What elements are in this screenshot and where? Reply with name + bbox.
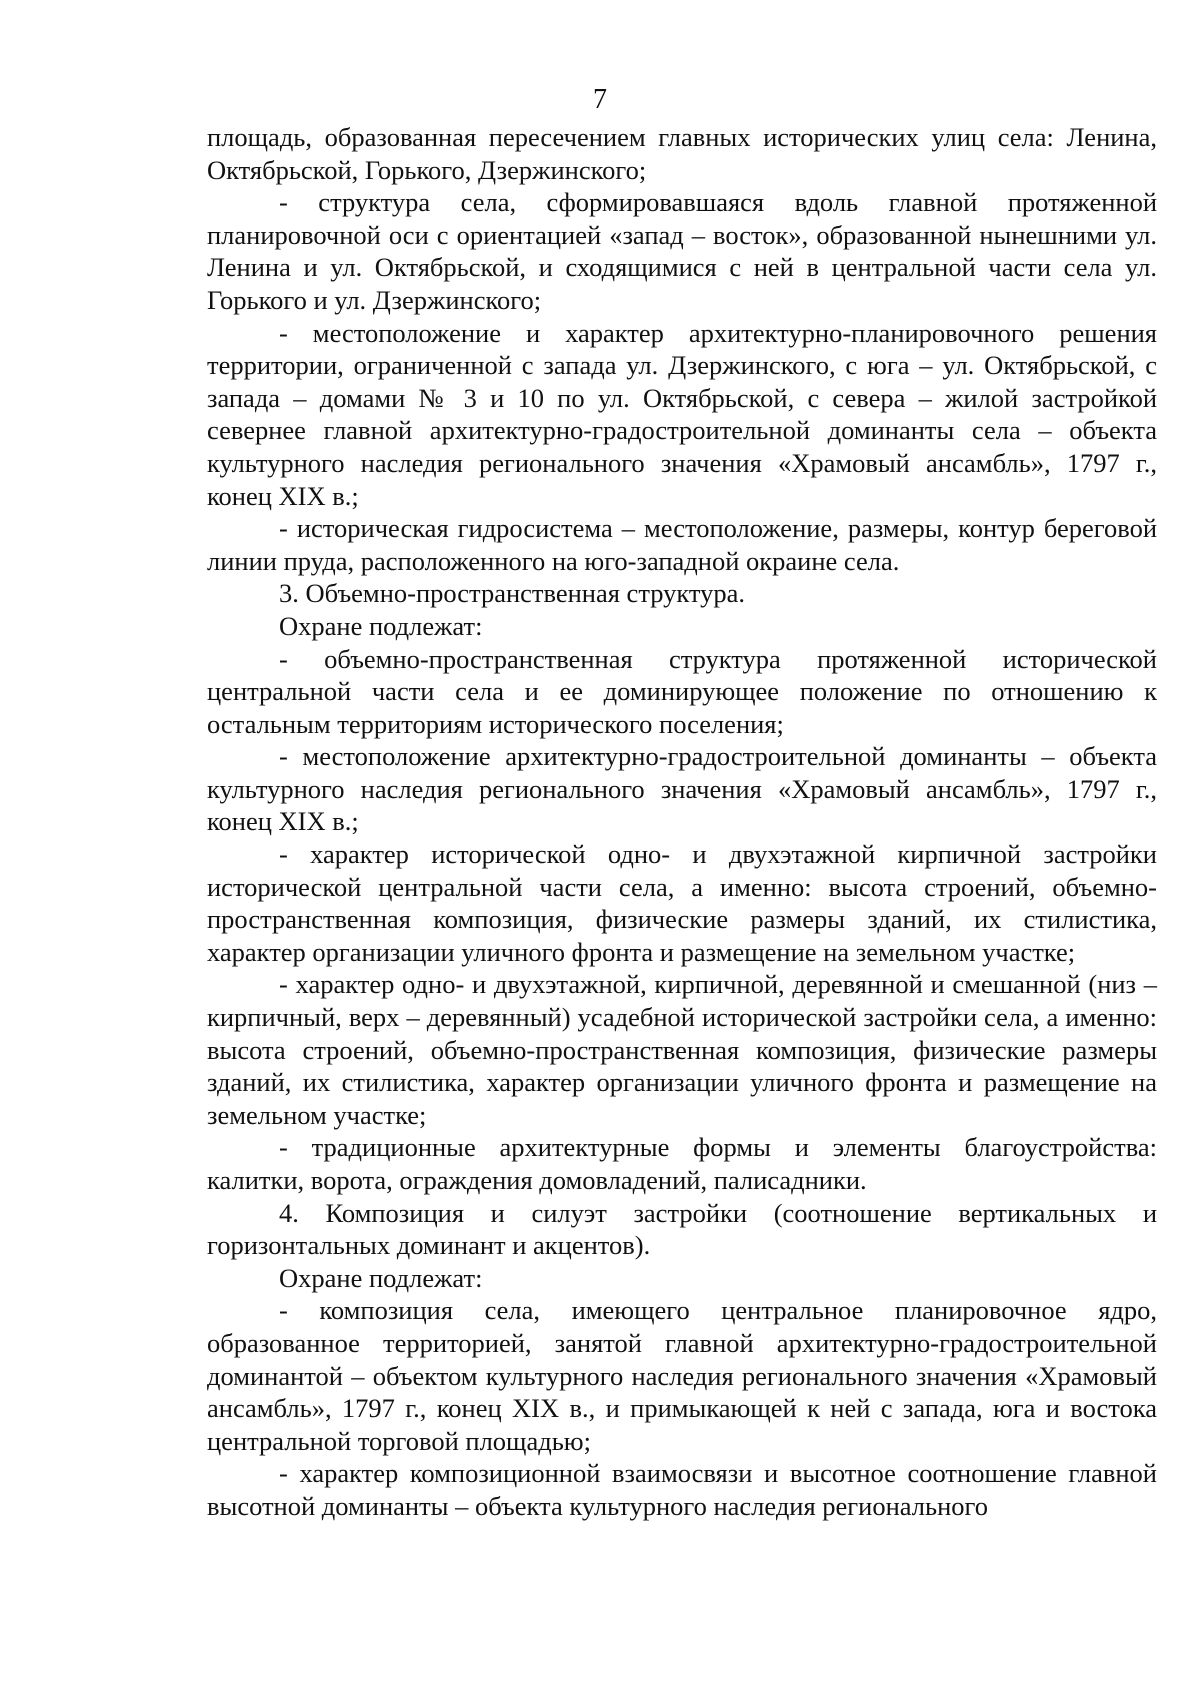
paragraph: - характер исторической одно- и двухэтажной кирпичной застройки исторической центральной части села, а именно: высота строений, объемно-пространственная композиция, физические размеры зданий, их стилистика, характер организации уличного фронта и размещение на земельном участке; xyxy=(207,839,1157,967)
page-number: 7 xyxy=(593,84,607,115)
section-heading: 4. Композиция и силуэт застройки (соотношение вертикальных и горизонтальных доминант и акцентов). xyxy=(207,1197,1157,1261)
paragraph: площадь, образованная пересечением главных исторических улиц села: Ленина, Октябрьской, Горького, Дзержинского; xyxy=(207,122,1157,185)
paragraph: - историческая гидросистема – местоположение, размеры, контур береговой линии пруда, расположенного на юго-западной окраине села. xyxy=(207,513,1157,576)
paragraph: - характер одно- и двухэтажной, кирпичной, деревянной и смешанной (низ – кирпичный, верх – деревянный) усадебной исторической застройки села, а именно: высота строений, объемно-пространственная композиция, физические размеры зданий, их стилистика, характер организации уличного фронта и размещение на земельном участке; xyxy=(207,969,1157,1130)
section-heading: 3. Объемно-пространственная структура. xyxy=(279,578,746,609)
paragraph: - местоположение и характер архитектурно-планировочного решения территории, ограниченной с запада ул. Дзержинского, с юга – ул. Октябрьской, с запада – домами № 3 и 10 по ул. Октябрьской, с севера – жилой застройкой севернее главной архитектурно-градостроительной доминанты села – объекта культурного наследия регионального значения «Храмовый ансамбль», 1797 г., конец XIX в.; xyxy=(207,317,1157,511)
paragraph: - объемно-пространственная структура протяженной исторической центральной части села и ее доминирующее положение по отношению к остальным территориям исторического поселения; xyxy=(207,643,1157,739)
paragraph: - структура села, сформировавшаяся вдоль главной протяженной планировочной оси с ориентацией «запад – восток», образованной нынешними ул. Ленина и ул. Октябрьской, и сходящимися с ней в центральной части села ул. Горького и ул. Дзержинского; xyxy=(207,187,1157,315)
paragraph: Охране подлежат: xyxy=(279,1262,483,1293)
paragraph: Охране подлежат: xyxy=(279,610,483,641)
paragraph: - характер композиционной взаимосвязи и высотное соотношение главной высотной доминанты – объекта культурного наследия регионального xyxy=(207,1458,1157,1521)
paragraph: - композиция села, имеющего центральное планировочное ядро, образованное территорией, занятой главной архитектурно-градостроительной доминантой – объектом культурного наследия регионального значения «Храмовый ансамбль», 1797 г., конец XIX в., и примыкающей к ней с запада, юга и востока центральной торговой площадью; xyxy=(207,1295,1157,1456)
document-body xyxy=(207,121,1157,1523)
paragraph: - традиционные архитектурные формы и элементы благоустройства: калитки, ворота, ограждения домовладений, палисадники. xyxy=(207,1132,1157,1195)
paragraph: - местоположение архитектурно-градостроительной доминанты – объекта культурного наследия регионального значения «Храмовый ансамбль», 1797 г., конец XIX в.; xyxy=(207,741,1157,837)
